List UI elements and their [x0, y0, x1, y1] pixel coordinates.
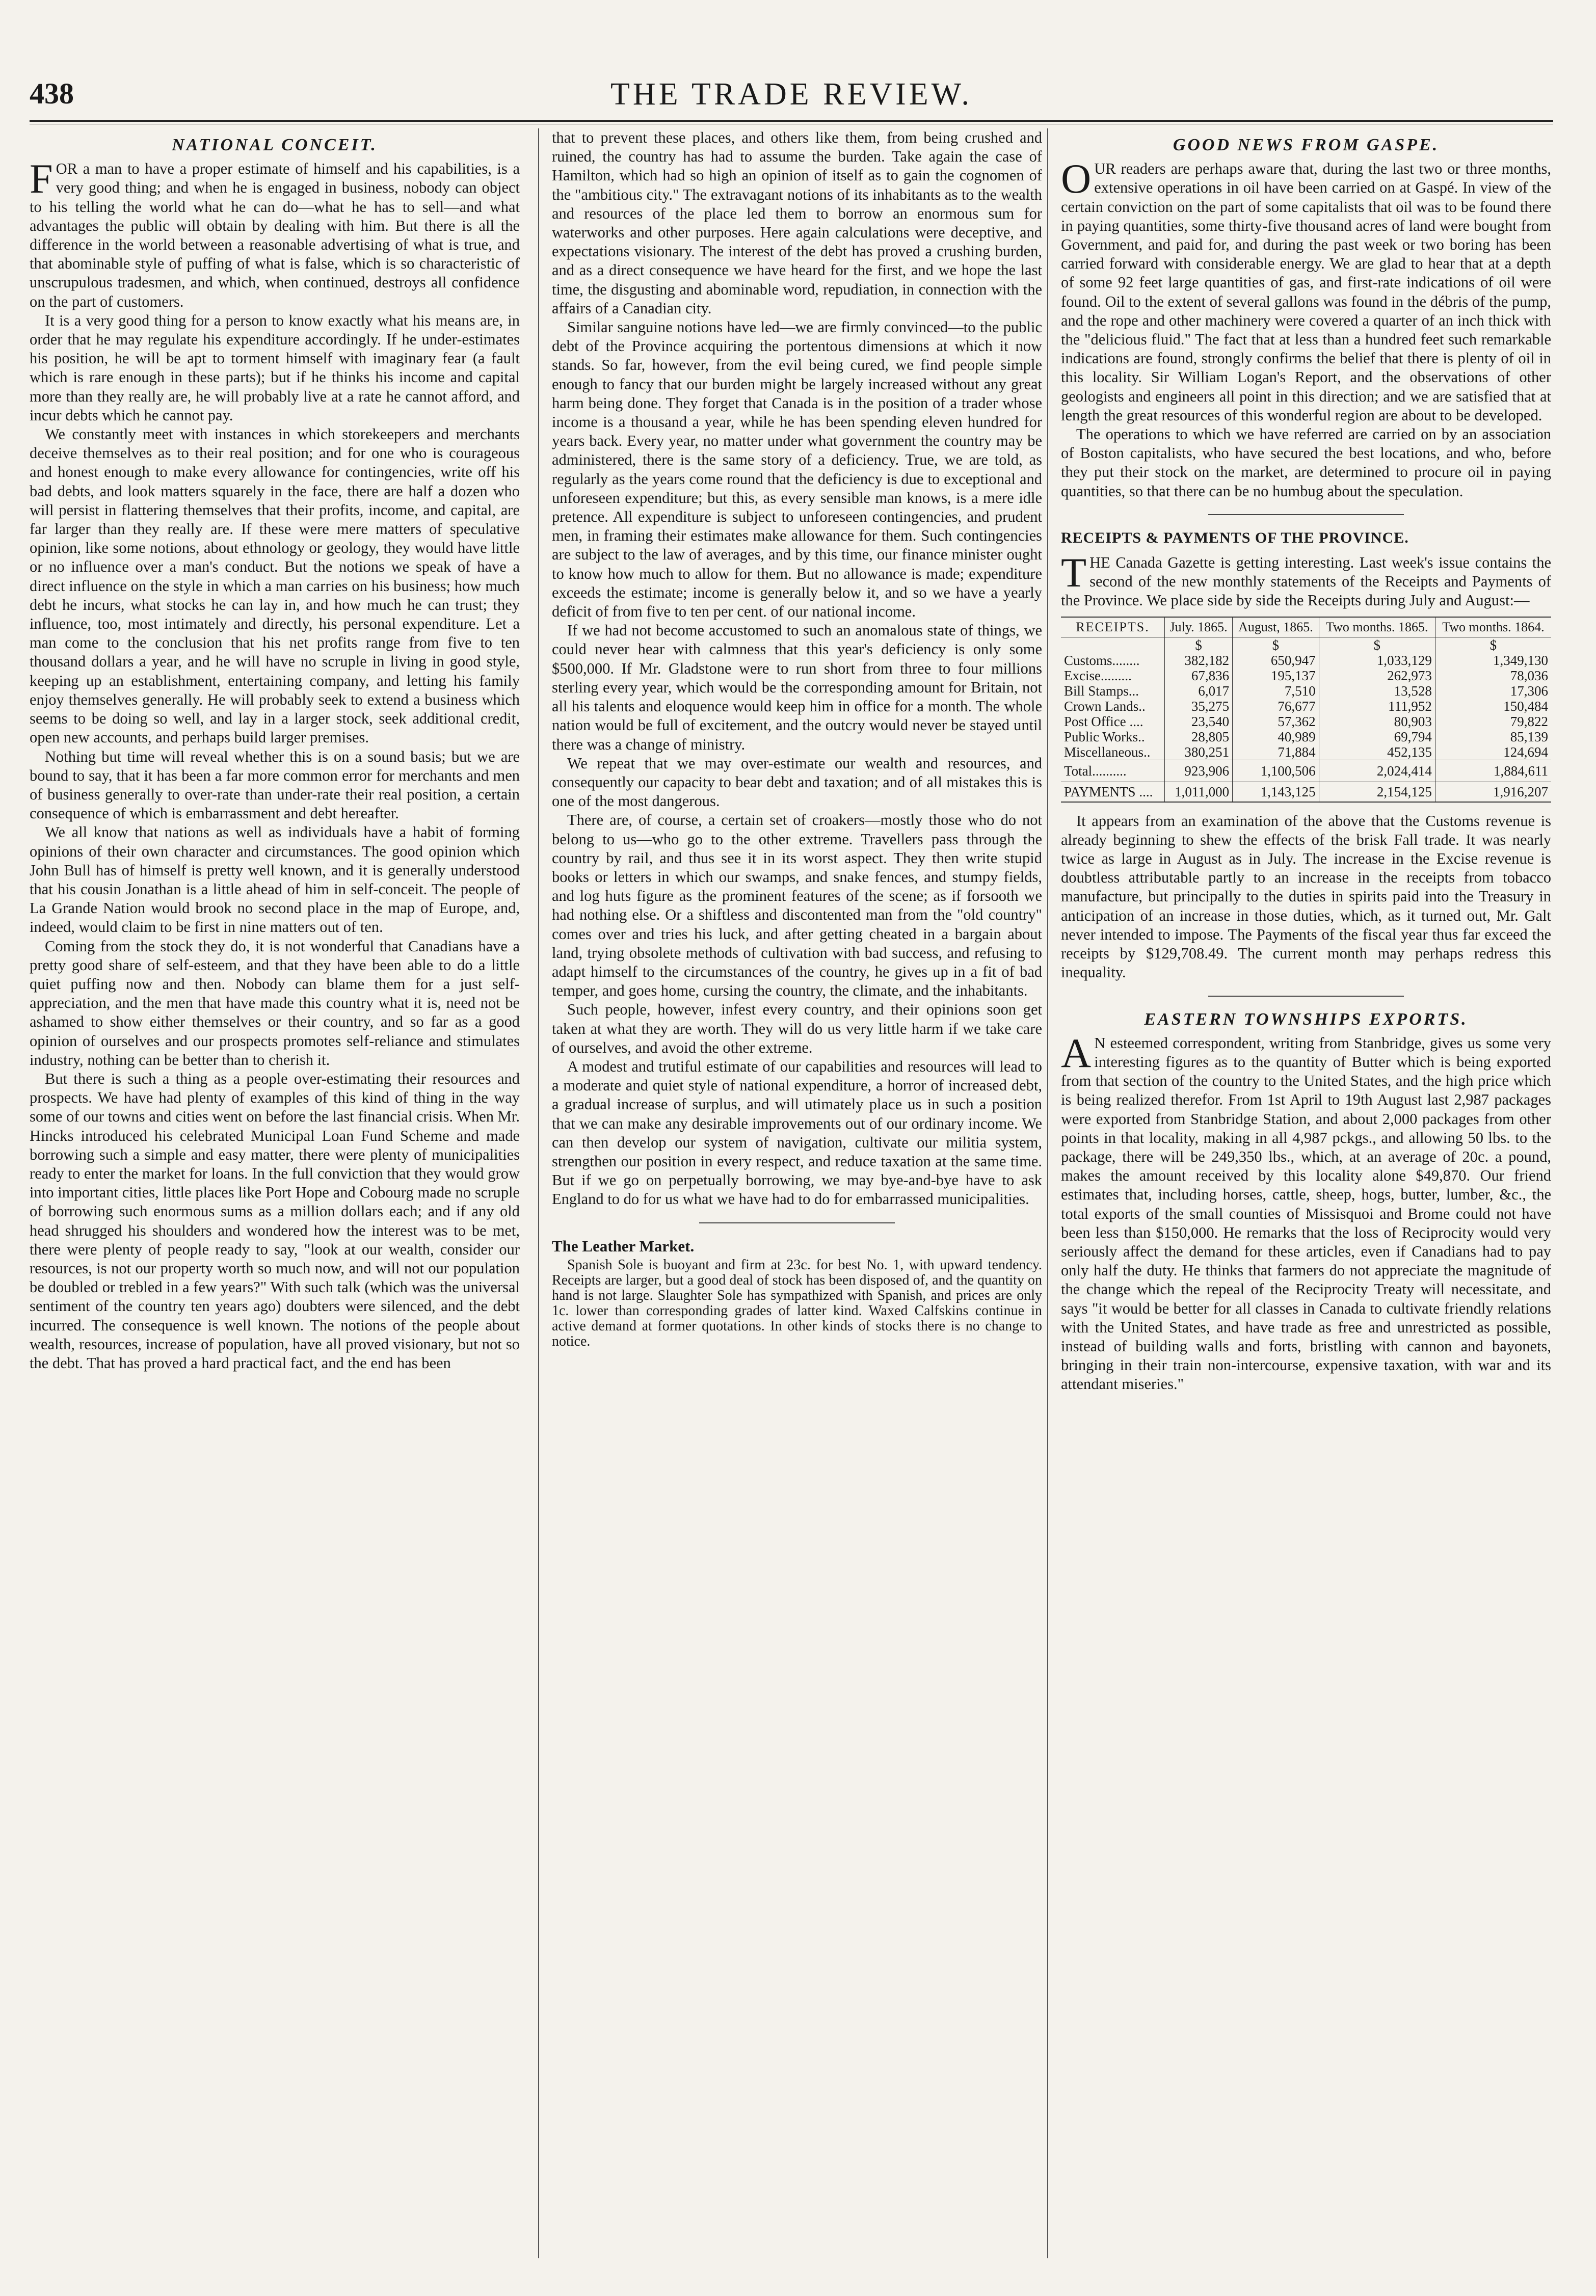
table-cell: 124,694 [1435, 744, 1551, 760]
table-cell: 17,306 [1435, 683, 1551, 699]
paragraph: Nothing but time will reveal whether this is on a sound basis; but we are bound to say, that it has been a far more common error for merchants and men of business generally to over-rate than under-rate their real position, a certain consequence of which is embarrassment and debt hereafter. [30, 747, 520, 822]
paragraph: It is a very good thing for a person to know exactly what his means are, in order that he may regulate his expenditure accordingly. If he under-estimates his position, he will be apt to torment himself with imaginary fear (a fault which is rare enough in these parts); but if he thinks his income and capital more than they really are, he will probably live at a rate he cannot afford, and incur debts which he cannot pay. [30, 311, 520, 424]
drop-cap: F [30, 155, 53, 202]
table-cell: Miscellaneous.. [1064, 744, 1151, 760]
table-cell: $ [1435, 637, 1551, 653]
table-row [1061, 760, 1551, 782]
table-cell: 1,884,611 [1435, 760, 1551, 782]
paragraph: OUR readers are perhaps aware that, during the last two or three months, extensive operations in oil have been carried on at Gaspé. In view of the certain conviction on the part of some capitalists that oil was to be found there in paying quantities, some thirty-five thousand acres of land were bought from Government, and paid for, and during the past week or two boring has been carried forward with considerable energy. We are glad to hear that at a depth of some 92 feet large quantities of gas, and first-rate indications of oil were found. Oil to the extent of several gallons was found in the débris of the pump, and the rope and other machinery were covered a quarter of an inch thick with the "delicious fluid." The fact that at less than a hundred feet such remarkable indications are found, strongly confirms the belief that there is plenty of oil in this locality. Sir William Logan's Report, and the observations of other geologists and engineers all point in this direction; and we are satisfied that at length the great resources of this wonderful region are about to be developed. [1061, 155, 1551, 424]
paragraph: FOR a man to have a proper estimate of himself and his capabilities, is a very good thing; and when he is engaged in business, nobody can object to his telling the world what he can do—what he has to sell—and what advantages the public will obtain by dealing with him. But there is all the difference in the world between a reasonable advertising of what is true, and that abominable style of puffing of what is false, which is so characteristic of unscrupulous tradesmen, and which, when continued, destroys all confidence on the part of customers. [30, 155, 520, 310]
paragraph: It appears from an examination of the above that the Customs revenue is already beginning to shew the effects of the brisk Fall trade. It was nearly twice as large in August as in July. The increase in the Excise revenue is doubtless attributable partly to an increase in the receipts from tobacco manufacture, but principally to the duties in spirits paid into the Treasury in anticipation of an increase in those duties, which, as it turned out, Mr. Galt never intended to impose. The Payments of the fiscal year thus far exceed the receipts by $129,708.49. The current month may perhaps redress this inequality. [1061, 812, 1551, 981]
paragraph: that to prevent these places, and others like them, from being crushed and ruined, the country has had to assume the burden. Take again the case of Hamilton, which had so high an opinion of itself as to gain the cognomen of the "ambitious city." The extravagant notions of its inhabitants as to the wealth and resources of the place led them to borrow an enormous sum for waterworks and other purposes. Here again calculations were deceptive, and expectations visionary. The interest of the debt has proved a crushing burden, and as a direct consequence we have heard for the first, and we hope the last time, the disgusting and abominable word, repudiation, in connection with the affairs of a Canadian city. [552, 129, 1042, 317]
table-header-cell: Two months. 1865. [1319, 617, 1435, 637]
publication-title: THE TRADE REVIEW. [610, 77, 972, 112]
table-row [1061, 782, 1551, 802]
table-cell: 85,139 [1435, 729, 1551, 744]
table-cell: $ [1233, 637, 1319, 653]
paragraph: Coming from the stock they do, it is not wonderful that Canadians have a pretty good share of self-esteem, and that they have been able to do a little quiet puffing now and then. Nobody can blame them for a just self-appreciation, and the men that have made this country what it is, need not be ashamed to show either themselves or their country, and so far as a good opinion of ourselves and our prospects promotes self-reliance and stimulates industry, nothing can be better than to cherish it. [30, 937, 520, 1069]
paragraph: A N esteemed correspondent, writing from Stanbridge, gives us some very interesting figures as to the quantity of Butter which is being exported from that section of the country to the United States, and the high price which is being realized therefor. From 1st April to 19th August last 2,987 packages were exported from Stanbridge Station, and about 2,000 packages from other points in that locality, making in all 4,987 pckgs., and allowing 50 lbs. to the package, there will be 249,350 lbs., which, at an average of 20c. a pound, makes the amount received by this locality alone $49,870. Our friend estimates that, including horses, cattle, sheep, hogs, butter, lumber, &c., the total exports of the small counties of Missisquoi and Brome could not have been less than $150,000. He remarks that the loss of Reciprocity would very seriously affect the demand for these articles, even if Canadians had to pay only half the duty. He thinks that farmers do not appreciate the magnitude of the change which the repeal of the Reciprocity Treaty will necessitate, and says "it would be better for all classes in Canada to cultivate friendly relations with the United States, and have trade as free and unrestricted as possible, instead of building walls and forts, bristling with cannon and bayonets, bringing in their train non-intercourse, expensive taxation, with war and its attendant miseries." [1061, 1029, 1551, 1393]
paragraph: THE Canada Gazette is getting interesting. Last week's issue contains the second of the new monthly statements of the Receipts and Payments of the Province. We place side by side the Receipts during July and August:— [1061, 549, 1551, 609]
header-rule [30, 120, 1553, 124]
table-cell: Excise......... [1064, 668, 1132, 683]
table-cell: PAYMENTS .... [1061, 782, 1165, 802]
table-cell: 1,100,506 [1233, 760, 1319, 782]
paragraph: Such people, however, infest every country, and their opinions soon get taken at what they are worth. They will do us very little harm if we take care of ourselves, and avoid the other extreme. [552, 1001, 1042, 1056]
table-cell: 28,805 [1165, 729, 1233, 744]
table-cell: 79,822 [1435, 714, 1551, 729]
table-header-cell: Two months. 1864. [1435, 617, 1551, 637]
paragraph: There are, of course, a certain set of croakers—mostly those who do not belong to us—who go to the other extreme. Travellers pass through the country by rail, and thus see it in its worst aspect. They then write stupid books or letters in which our swamps, and snake fences, and stumpy fields, and log huts figure as the prominent features of the scene; as if forsooth we had nothing else. Or a shiftless and discontented man from the "old country" comes over and tries his luck, and after getting cheated in a bargain about land, trying obsolete methods of cultivation with bad success, and refusing to adapt himself to the circumstances of the country, he gives up in a fit of bad temper, and goes home, cursing the country, the climate, and the inhabitants. [552, 811, 1042, 1000]
receipts-table [1061, 617, 1551, 803]
table-cell: 1,349,130 [1435, 653, 1551, 668]
table-cell: Crown Lands.. [1064, 698, 1146, 714]
table-cell [1061, 637, 1165, 653]
table-cell: 69,794 [1319, 729, 1435, 744]
paragraph: We all know that nations as well as individuals have a habit of forming opinions of their own character and circumstances. The good opinion which John Bull has of himself is pretty well known, and it is generally understood that his cousin Jonathan is a little ahead of him in self-conceit. The people of La Grande Nation would brook no second place in the map of Europe, and, indeed, would claim to be first in nine matters out of ten. [30, 823, 520, 936]
column-divider [1047, 128, 1048, 2258]
table-cell: 111,952 [1319, 699, 1435, 714]
section-divider [1208, 514, 1404, 515]
table-cell: 57,362 [1233, 714, 1319, 729]
table-row [1061, 729, 1551, 744]
table-cell: 23,540 [1165, 714, 1233, 729]
table-cell: 80,903 [1319, 714, 1435, 729]
column-1 [30, 128, 520, 2258]
table-cell: 650,947 [1233, 653, 1319, 668]
column-divider [538, 128, 539, 2258]
table-cell: 1,033,129 [1319, 653, 1435, 668]
paragraph: We repeat that we may over-estimate our wealth and resources, and consequently our capacity to bear debt and taxation; and of all mistakes this is one of the most dangerous. [552, 754, 1042, 810]
table-cell: $ [1319, 637, 1435, 653]
article-title: GOOD NEWS FROM GASPE. [1173, 136, 1440, 154]
drop-cap: T [1061, 549, 1087, 596]
paragraph: Similar sanguine notions have led—we are firmly convinced—to the public debt of the Province acquiring the portentous dimensions at which it now stands. So far, however, from the evil being cured, we find people simple enough to fancy that our burden might be largely increased without any great harm being done. They forget that Canada is in the position of a trader whose income is a thousand a year, while he has been spending eleven hundred for years back. Every year, no matter under what government the country may be administered, there is the same story of a deficiency. True, we are told, as regularly as the years come round that the deficiency is due to exceptional and unforeseen expenditure; but this, as every sensible man knows, is a mere idle pretence. All expenditure is subject to unforeseen contingencies, and prudent men, in framing their estimates make allowance for them. Such contingencies are subject to the law of averages, and by this time, our finance minister ought to know how much to allow for them. But no allowance is made; expenditure exceeds the estimate; income is generally below it, and so we have a yearly deficit of from five to ten per cent. of our national income. [552, 318, 1042, 621]
paragraph: But there is such a thing as a people over-estimating their resources and prospects. We have had plenty of examples of this kind of thing in the way some of our towns and cities went on before the last financial crisis. When Mr. Hincks introduced his celebrated Municipal Loan Fund Scheme and made borrowing such a simple and easy matter, there were plenty of municipalities ready to enter the market for loans. In the full conviction that they would grow into important cities, little places like Port Hope and Cobourg made no scruple of borrowing such enormous sums as a million dollars each; and if any old head shrugged his shoulders and wondered how the interest was to be met, there were plenty of people ready to say, "look at our wealth, consider our resources, is not our property worth so much now, and will not our population be doubled or trebled in a few years?" With such talk (which was the universal sentiment of the country ten years ago) doubters were silenced, and the debt incurred. The consequence is well known. The notions of the people about wealth, resources, increase of population, have all proved visionary, but not so the debt. That has proved a hard practical fact, and the end has been [30, 1070, 520, 1372]
paragraph: If we had not become accustomed to such an anomalous state of things, we could never hear with calmness that this year's deficiency is only some $500,000. If Mr. Gladstone were to run short from three to four millions sterling every year, which would be the corresponding amount for Britain, not all his talents and eloquence would keep him in office for a month. The whole nation would be full of excitement, and the outcry would never be stayed until there was a change of ministry. [552, 622, 1042, 753]
table-cell: 7,510 [1233, 683, 1319, 699]
paragraph: The operations to which we have referred are carried on by an association of Boston capitalists, who have secured the best locations, and who, before they put their stock on the market, are determined to procure oil in paying quantities, so that there can be no humbug about the speculation. [1061, 425, 1551, 500]
page-number: 438 [30, 77, 74, 110]
paragraph: We constantly meet with instances in which storekeepers and merchants deceive themselves as to their real position; and for one who is courageous and honest enough to make every allowance for contingencies, write off his bad debts, and look matters squarely in the face, there are half a dozen who will persist in flattering themselves that their profits, income, and capital, are far larger than they really are. If these were mere matters of speculative opinion, like some notions, about ethnology or geology, they would have little or no influence over a man's conduct. But the notions we speak of have a direct influence on the style in which a man carries on his business; how much debt he incurs, what stocks he can lay in, and how much he can trust; they influence, too, most intimately and directly, his personal expenditure. Let a man come to the conclusion that his net profits range from five to ten thousand dollars a year, and he will have no scruple in living in good style, keeping up an establishment, entertaining company, and letting his family enjoy themselves generally. He will probably seek to extend a business which seems to be doing so well, and lay in a larger stock, seek additional credit, open new accounts, and perhaps build larger premises. [30, 425, 520, 746]
paragraph: A modest and trutiful estimate of our capabilities and resources will lead to a moderate and quiet style of national expenditure, a horror of increased debt, a gradual increase of surplus, and will utimately place us in such a position that we can make any desirable improvements out of our ordinary income. We can then develop our system of navigation, cultivate our militia system, strengthen our position in every respect, and reduce taxation at the same time. But if we go on perpetually borrowing, we may bye-and-bye have to ask England to do for us what we have had to do for embarrassed municipalities. [552, 1057, 1042, 1208]
table-cell: 150,484 [1435, 699, 1551, 714]
table-cell: 382,182 [1165, 653, 1233, 668]
table-row [1061, 683, 1551, 699]
table-cell: Public Works.. [1064, 729, 1145, 744]
table-cell: 6,017 [1165, 683, 1233, 699]
table-header-cell: RECEIPTS. [1061, 617, 1165, 637]
table-cell: Bill Stamps... [1064, 683, 1139, 699]
table-header-cell: July. 1865. [1165, 617, 1233, 637]
column-2 [552, 128, 1042, 2258]
article-title: The Leather Market. [552, 1237, 695, 1255]
table-cell: 13,528 [1319, 683, 1435, 699]
article-title: RECEIPTS & PAYMENTS OF THE PROVINCE. [1061, 529, 1409, 546]
table-cell: 195,137 [1233, 668, 1319, 683]
paragraph: Spanish Sole is buoyant and firm at 23c. for best No. 1, with upward tendency. Receipts are larger, but a good deal of stock has been disposed of, and the quantity on hand is not large. Slaughter Sole has sympathized with Spanish, and prices are only 1c. lower than corresponding grades of latter kind. Waxed Calfskins continue in active demand at former quotations. In other kinds of stocks there is no change to notice. [552, 1257, 1042, 1349]
table-cell: 2,024,414 [1319, 760, 1435, 782]
table-cell: Customs........ [1064, 652, 1140, 668]
table-cell: 71,884 [1233, 744, 1319, 760]
column-3 [1061, 128, 1551, 2258]
table-row [1061, 699, 1551, 714]
drop-cap: O [1061, 155, 1092, 202]
table-header-cell: August, 1865. [1233, 617, 1319, 637]
table-cell: 78,036 [1435, 668, 1551, 683]
table-cell: 40,989 [1233, 729, 1319, 744]
page-header [30, 76, 1553, 112]
article-title: EASTERN TOWNSHIPS EXPORTS. [1144, 1009, 1468, 1029]
table-cell: 76,677 [1233, 699, 1319, 714]
table-row [1061, 744, 1551, 760]
table-cell: Total.......... [1061, 760, 1165, 782]
table-cell: 380,251 [1165, 744, 1233, 760]
table-cell: 1,143,125 [1233, 782, 1319, 802]
table-cell: 1,916,207 [1435, 782, 1551, 802]
table-cell: 2,154,125 [1319, 782, 1435, 802]
table-cell: 452,135 [1319, 744, 1435, 760]
table-cell: 262,973 [1319, 668, 1435, 683]
table-row [1061, 637, 1551, 653]
table-row [1061, 668, 1551, 683]
table-cell: 1,011,000 [1165, 782, 1233, 802]
table-cell: 67,836 [1165, 668, 1233, 683]
table-cell: 35,275 [1165, 699, 1233, 714]
drop-cap: A [1061, 1029, 1092, 1076]
table-cell: 923,906 [1165, 760, 1233, 782]
section-divider [1208, 996, 1404, 997]
table-cell: Post Office .... [1064, 713, 1143, 729]
section-divider [699, 1222, 895, 1223]
table-row [1061, 714, 1551, 729]
article-title: NATIONAL CONCEIT. [172, 136, 378, 154]
table-row [1061, 653, 1551, 668]
table-cell: $ [1165, 637, 1233, 653]
